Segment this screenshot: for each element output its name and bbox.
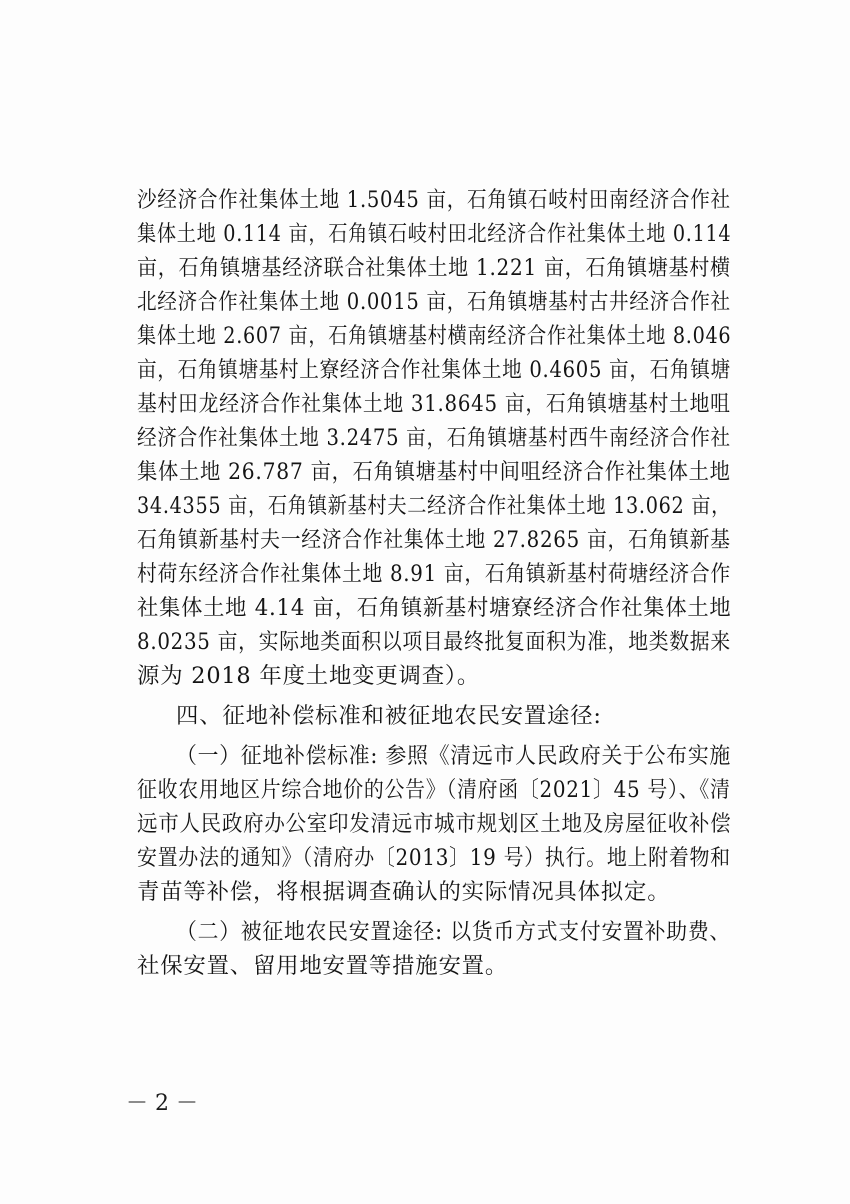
paragraph-line: 远市人民政府办公室印发清远市城市规划区土地及房屋征收补偿 [137,811,732,837]
paragraph-line-end: 社保安置、留用地安置等措施安置。 [137,953,509,979]
paragraph-line: 安置办法的通知》（清府办〔2013〕19 号）执行。地上附着物和 [137,845,731,871]
paragraph-line: 34.4355 亩，石角镇新基村夫二经济合作社集体土地 13.062 亩， [137,493,732,519]
subsection-compensation-line: （一）征地补偿标准: 参照《清远市人民政府关于公布实施 [176,743,732,769]
paragraph-line: 经济合作社集体土地 3.2475 亩，石角镇塘基村西牛南经济合作社 [137,425,731,451]
paragraph-line: 北经济合作社集体土地 0.0015 亩，石角镇塘基村古井经济合作社 [137,289,731,315]
paragraph-line: 社集体土地 4.14 亩，石角镇新基村塘寮经济合作社集体土地 [137,595,732,621]
page-number: － 2 － [126,1091,198,1116]
paragraph-line: 集体土地 2.607 亩，石角镇塘基村横南经济合作社集体土地 8.046 [137,323,732,349]
paragraph-line: 8.0235 亩，实际地类面积以项目最终批复面积为准，地类数据来 [137,629,731,655]
paragraph-line: 石角镇新基村夫一经济合作社集体土地 27.8265 亩，石角镇新基 [137,527,731,553]
paragraph-line-end: 青苗等补偿，将根据调查确认的实际情况具体拟定。 [137,879,671,905]
paragraph-line-end: 源为 2018 年度土地变更调查）。 [137,663,481,689]
paragraph-line: 沙经济合作社集体土地 1.5045 亩，石角镇石岐村田南经济合作社 [137,187,731,213]
paragraph-line: 基村田龙经济合作社集体土地 31.8645 亩，石角镇塘基村土地咀 [137,391,731,417]
paragraph-line: 集体土地 0.114 亩，石角镇石岐村田北经济合作社集体土地 0.114 [137,221,732,247]
paragraph-line: 征收农用地区片综合地价的公告》（清府函〔2021〕45 号）、《清 [137,777,731,803]
paragraph-line: 亩，石角镇塘基经济联合社集体土地 1.221 亩，石角镇塘基村横 [137,255,731,281]
paragraph-line: 亩，石角镇塘基村上寮经济合作社集体土地 0.4605 亩，石角镇塘 [137,357,731,383]
subsection-resettlement-line: （二）被征地农民安置途径: 以货币方式支付安置补助费、 [176,919,732,945]
paragraph-line: 村荷东经济合作社集体土地 8.91 亩，石角镇新基村荷塘经济合作 [137,561,731,587]
section-heading: 四、征地补偿标准和被征地农民安置途径: [176,703,602,729]
paragraph-line: 集体土地 26.787 亩，石角镇塘基村中间咀经济合作社集体土地 [137,459,731,485]
